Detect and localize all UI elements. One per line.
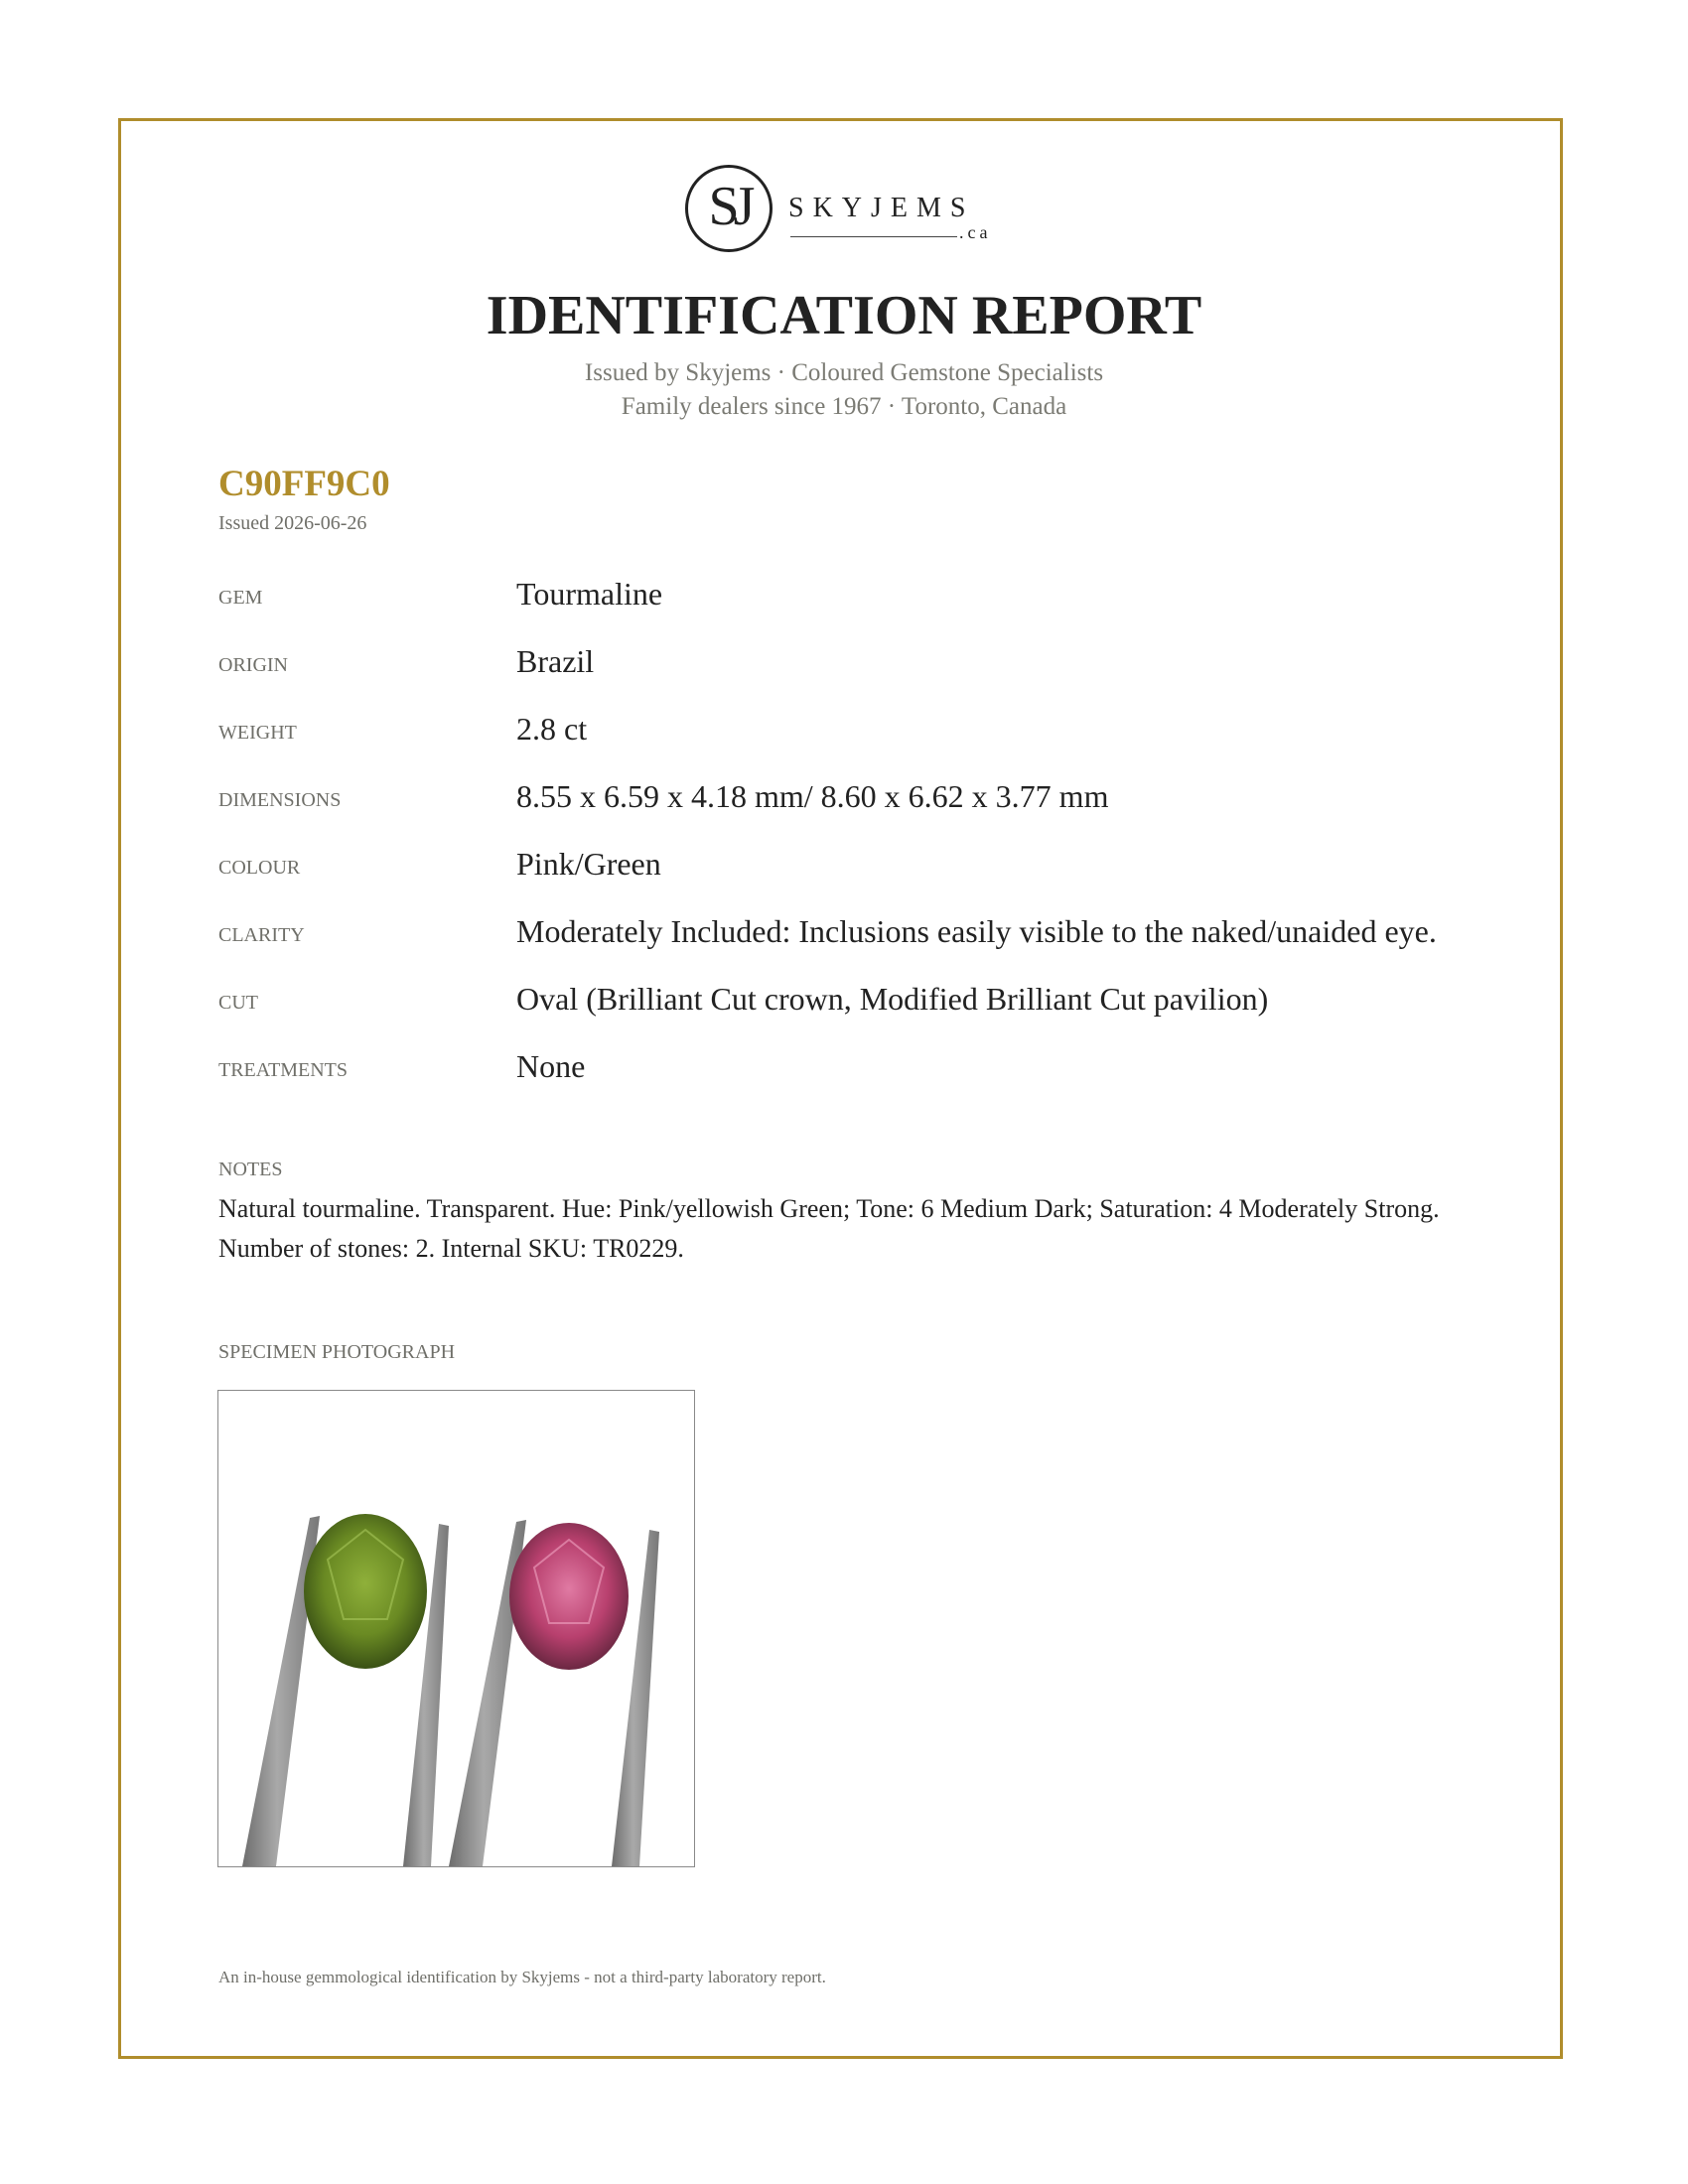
issued-date: Issued 2026-06-26 [218,512,367,534]
field-label-gem: GEM [218,587,263,609]
skyjems-logo [685,165,1013,264]
specimen-illustration [218,1391,694,1866]
page-title: IDENTIFICATION REPORT [486,285,1202,346]
green-gemstone [304,1514,427,1669]
field-value-gem: Tourmaline [516,576,663,612]
field-label-dimensions: DIMENSIONS [218,789,342,811]
footer-disclaimer: An in-house gemmological identification by Skyjems - not a third-party laboratory report. [218,1968,826,1986]
subtitle-line-1: Issued by Skyjems · Coloured Gemstone Specialists [584,359,1104,386]
field-value-clarity: Moderately Included: Inclusions easily visible to the naked/unaided eye. [516,913,1437,949]
logo-underline [790,236,957,237]
report-id: C90FF9C0 [218,464,390,504]
field-value-treatments: None [516,1048,586,1084]
notes-label: NOTES [218,1159,283,1180]
field-label-cut: CUT [218,992,258,1014]
logo-monogram: SJ [708,176,750,237]
field-value-cut: Oval (Brilliant Cut crown, Modified Brilliant Cut pavilion) [516,981,1269,1017]
field-value-weight: 2.8 ct [516,711,588,747]
subtitle-line-2: Family dealers since 1967 · Toronto, Canada [621,393,1067,420]
field-value-origin: Brazil [516,643,595,679]
field-value-colour: Pink/Green [516,846,661,882]
field-label-weight: WEIGHT [218,722,297,744]
specimen-photo [217,1390,695,1867]
logo-suffix: .ca [959,222,992,242]
logo-brand: SKYJEMS [788,193,975,223]
field-value-dimensions: 8.55 x 6.59 x 4.18 mm/ 8.60 x 6.62 x 3.77 mm [516,778,1109,814]
notes-text: Natural tourmaline. Transparent. Hue: Pink/yellowish Green; Tone: 6 Medium Dark; Saturation: 4 Moderately Strong. Number of stones: 2. Internal SKU: TR0229. [218,1194,1440,1263]
field-label-clarity: CLARITY [218,924,305,946]
photo-label: SPECIMEN PHOTOGRAPH [218,1341,456,1363]
pink-gemstone [509,1523,629,1670]
field-label-treatments: TREATMENTS [218,1059,348,1081]
field-label-origin: ORIGIN [218,654,288,676]
field-label-colour: COLOUR [218,857,301,879]
